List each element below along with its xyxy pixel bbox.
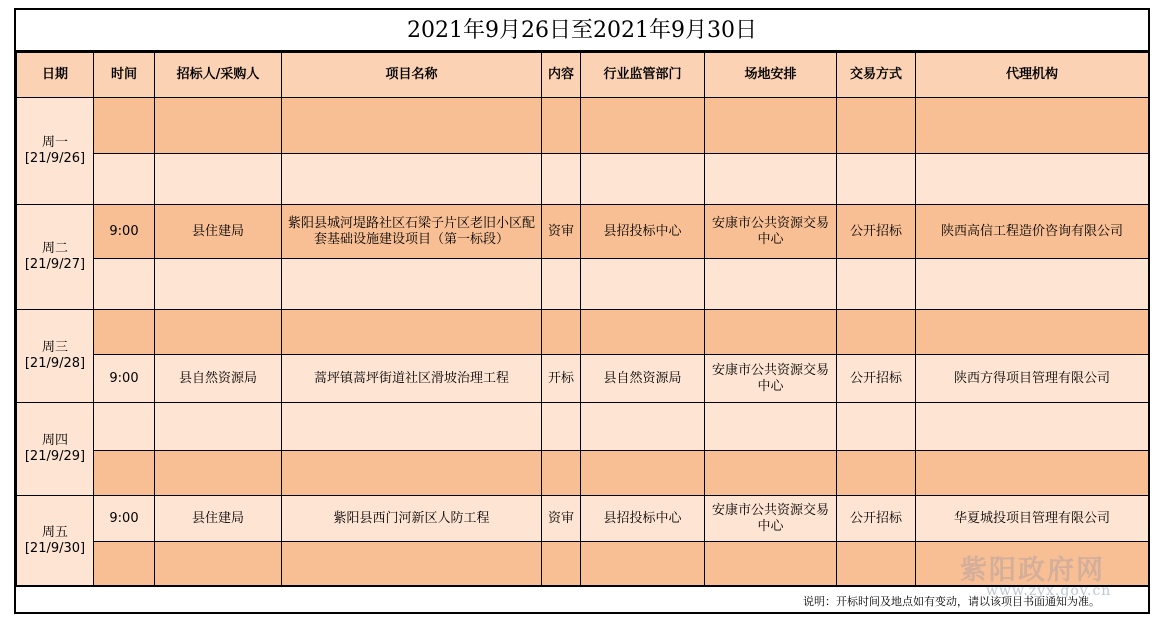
cell-project: 紫阳县西门河新区人防工程 [282,496,542,542]
header-project: 项目名称 [282,53,542,98]
cell-supervisor [581,403,705,451]
cell-supervisor: 县招投标中心 [581,496,705,542]
cell-venue [705,542,837,586]
table-row [17,496,1149,542]
table-row [17,403,1149,451]
schedule-table [16,52,1149,586]
cell-method: 公开招标 [837,496,916,542]
cell-project: 紫阳县城河堤路社区石梁子片区老旧小区配套基础设施建设项目（第一标段） [282,205,542,259]
day-weekday: 周五 [41,524,68,540]
day-cell [17,98,94,205]
cell-time [94,154,155,205]
cell-method [837,98,916,154]
cell-supervisor [581,154,705,205]
day-cell [17,403,94,496]
cell-method [837,403,916,451]
cell-tenderer: 县住建局 [155,496,282,542]
table-row [17,451,1149,496]
cell-time [94,310,155,355]
cell-method [837,542,916,586]
table-row [17,154,1149,205]
cell-supervisor [581,542,705,586]
cell-tenderer: 县自然资源局 [155,355,282,403]
cell-content: 资审 [542,496,581,542]
table-row [17,310,1149,355]
header-date: 日期 [17,53,94,98]
header-time: 时间 [94,53,155,98]
day-date: [21/9/27] [24,257,86,272]
header-supervisor: 行业监管部门 [581,53,705,98]
watermark-logo [956,548,1126,608]
cell-venue [705,403,837,451]
cell-content [542,403,581,451]
cell-venue: 安康市公共资源交易中心 [705,496,837,542]
day-cell [17,310,94,403]
table-row [17,205,1149,259]
cell-agency [916,98,1149,154]
day-date: [21/9/30] [24,540,86,556]
header-tenderer: 招标人/采购人 [155,53,282,98]
cell-venue [705,154,837,205]
cell-agency: 华夏城投项目管理有限公司 [916,496,1149,542]
day-date: [21/9/28] [24,356,86,371]
cell-project [282,451,542,496]
schedule-title: 2021年9月26日至2021年9月30日 [16,10,1148,52]
footer-note-text: 说明：开标时间及地点如有变动，请以该项目书面通知为准。 [803,595,1100,608]
cell-agency [916,451,1149,496]
day-weekday: 周三 [41,340,68,355]
schedule-frame [14,8,1150,614]
cell-agency: 陕西方得项目管理有限公司 [916,355,1149,403]
table-row [17,355,1149,403]
cell-time [94,98,155,154]
cell-method [837,259,916,310]
cell-agency [916,310,1149,355]
cell-tenderer [155,98,282,154]
table-row [17,259,1149,310]
cell-supervisor [581,451,705,496]
cell-tenderer [155,310,282,355]
day-date: [21/9/26] [24,151,86,166]
cell-supervisor [581,310,705,355]
cell-method [837,451,916,496]
header-row [17,53,1149,98]
cell-time [94,403,155,451]
cell-venue [705,259,837,310]
cell-project [282,154,542,205]
day-weekday: 周四 [41,433,68,448]
cell-method: 公开招标 [837,205,916,259]
cell-time [94,259,155,310]
table-row [17,98,1149,154]
cell-supervisor: 县招投标中心 [581,205,705,259]
cell-tenderer [155,403,282,451]
cell-agency [916,154,1149,205]
watermark-domain: www.zyx.gov.cn [986,583,1112,599]
cell-content: 开标 [542,355,581,403]
cell-content: 资审 [542,205,581,259]
day-cell [17,205,94,310]
cell-venue: 安康市公共资源交易中心 [705,355,837,403]
cell-time [94,451,155,496]
cell-time [94,542,155,586]
cell-tenderer [155,542,282,586]
cell-agency: 陕西高信工程造价咨询有限公司 [916,205,1149,259]
day-cell [17,496,94,586]
cell-venue [705,451,837,496]
cell-tenderer: 县住建局 [155,205,282,259]
cell-agency [916,259,1149,310]
cell-method: 公开招标 [837,355,916,403]
cell-project [282,542,542,586]
cell-tenderer [155,154,282,205]
cell-supervisor [581,259,705,310]
cell-venue [705,310,837,355]
day-weekday: 周二 [41,241,68,256]
cell-time: 9:00 [94,205,155,259]
cell-content [542,98,581,154]
watermark-name: 紫阳政府网 [960,555,1105,586]
header-agency: 代理机构 [916,53,1149,98]
cell-project: 蒿坪镇蒿坪街道社区滑坡治理工程 [282,355,542,403]
cell-time: 9:00 [94,496,155,542]
cell-tenderer [155,451,282,496]
header-method: 交易方式 [837,53,916,98]
cell-content [542,259,581,310]
cell-time: 9:00 [94,355,155,403]
cell-method [837,154,916,205]
day-weekday: 周一 [41,135,68,150]
cell-project [282,98,542,154]
cell-venue: 安康市公共资源交易中心 [705,205,837,259]
cell-content [542,451,581,496]
cell-agency [916,403,1149,451]
cell-supervisor [581,98,705,154]
cell-content [542,310,581,355]
cell-tenderer [155,259,282,310]
cell-project [282,403,542,451]
cell-content [542,154,581,205]
cell-content [542,542,581,586]
cell-project [282,310,542,355]
header-venue: 场地安排 [705,53,837,98]
cell-supervisor: 县自然资源局 [581,355,705,403]
cell-project [282,259,542,310]
day-date: [21/9/29] [24,449,86,464]
header-content: 内容 [542,53,581,98]
cell-venue [705,98,837,154]
cell-method [837,310,916,355]
